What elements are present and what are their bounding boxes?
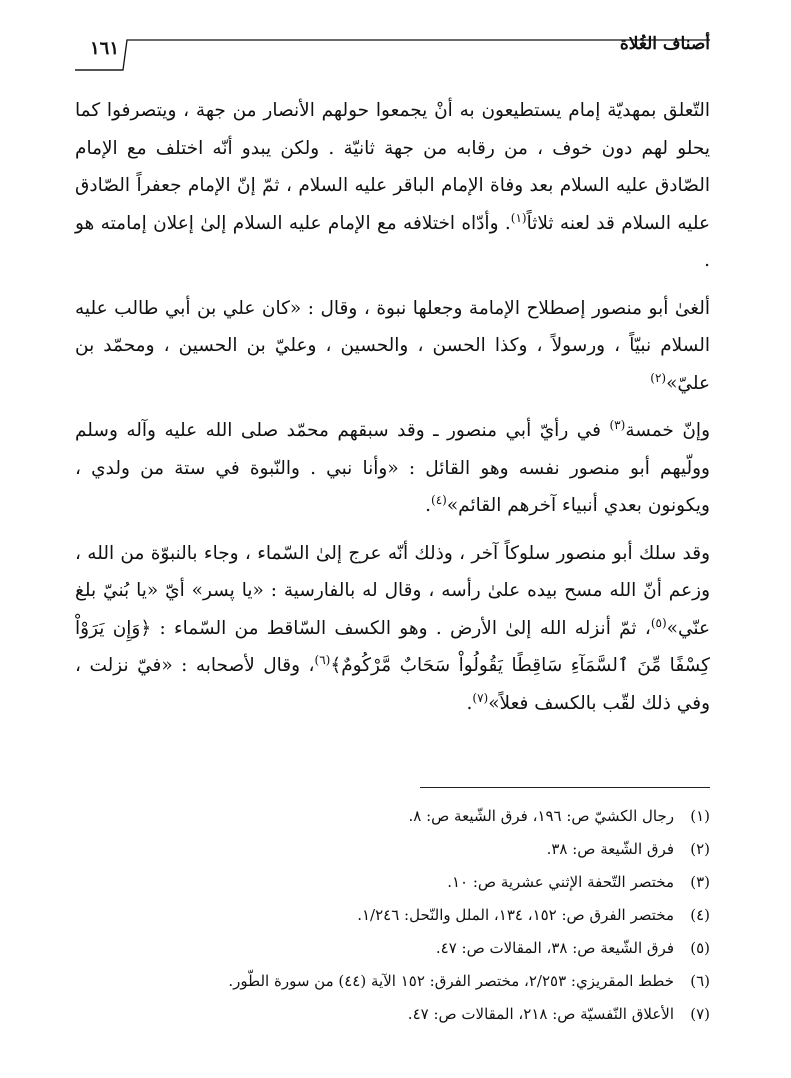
paragraph-3: [75, 412, 710, 525]
footnote: [75, 833, 710, 866]
footnote-ref: (٤): [431, 492, 447, 507]
main-text: [75, 92, 710, 732]
paragraph-text: .: [425, 495, 432, 516]
footnote-divider: [420, 787, 710, 788]
footnote-ref: (٥): [650, 615, 667, 630]
footnote-ref: (١): [510, 210, 527, 225]
footnotes: [75, 800, 710, 1031]
paragraph-text: ، وقال لأصحابه : «فيّ نزلت ، وفي ذلك لقّب بالكسف فعلاً»: [75, 655, 710, 714]
footnote-number: (٧): [690, 1005, 710, 1023]
paragraph-2: [75, 290, 710, 403]
footnote-text: مختصر الفرق ص: ١٥٢، ١٣٤، الملل والنّحل: ١/٢٤٦.: [357, 906, 674, 924]
paragraph-text: وقد سلك أبو منصور سلوكاً آخر ، وذلك أنّه عرج إلىٰ السّماء ، وجاء بالنبوّة من الله ، وزعم أنّ الله مسح بيده علىٰ رأسه ، وقال له بالفارسية : «يا پسر» أيّ «يا بُنيّ بلغ عنّي»: [75, 542, 710, 639]
paragraph-text: . وأدّاه اختلافه مع الإمام عليه السلام إلىٰ إعلان إمامته هو .: [75, 212, 710, 271]
footnote-number: (٦): [690, 972, 710, 990]
footnote-number: (٢): [690, 840, 710, 858]
footnote-text: مختصر التّحفة الإثني عشرية ص: ١٠.: [447, 873, 674, 891]
paragraph-text: وإنّ خمسة: [625, 420, 711, 441]
paragraph-text: ألغىٰ أبو منصور إصطلاح الإمامة وجعلها نبوة ، وقال : «كان علي بن أبي طالب عليه السلام نبيّاً ، ورسولاً ، وكذا الحسن ، والحسين ، وعليّ بن الحسين ، ومحمّد بن عليّ»: [75, 297, 710, 394]
paragraph-4: [75, 535, 710, 723]
footnote-ref: (٦): [314, 652, 331, 667]
footnote-ref: (٧): [472, 690, 489, 705]
footnote: [75, 866, 710, 899]
footnote-text: فرق الشّيعة ص: ٣٨، المقالات ص: ٤٧.: [435, 939, 674, 957]
header-rule: [75, 30, 710, 74]
footnote-ref: (٢): [650, 370, 667, 385]
footnote-text: خطط المقريزي: ٢/٢٥٣، مختصر الفرق: ١٥٢ الآية (٤٤) من سورة الطّور.: [228, 972, 674, 990]
paragraph-text: التّعلق بمهديّة إمام يستطيعون به أنْ يجمعوا حولهم الأنصار من جهة ، ويتصرفوا كما يحلو لهم دون خوف ، من رقابه من جهة ثانيّة . ولكن يبدو أنّه اختلف مع الإمام الصّادق عليه السلام بعد وفاة الإمام الباقر عليه السلام ، ثمّ إنّ الإمام جعفراً الصّادق عليه السلام قد لعنه ثلاثاً: [75, 100, 711, 234]
footnote: [75, 800, 710, 833]
paragraph-1: [75, 92, 710, 280]
footnote-number: (٤): [690, 906, 710, 924]
footnote: [75, 932, 710, 965]
paragraph-text: ، ثمّ أنزله الله إلىٰ الأرض . وهو الكسف السّاقط من السّماء : ﴿وَإِن يَرَوْاْ كِسْفًا مِّنَ ٱلسَّمَآءِ سَاقِطًا يَقُولُواْ سَحَابٌ مَّرْكُومٌ﴾: [75, 617, 710, 676]
footnote-ref: (٣): [609, 417, 626, 432]
footnote-text: فرق الشّيعة ص: ٣٨.: [546, 840, 674, 858]
running-header: [75, 30, 710, 74]
footnote-number: (١): [690, 807, 710, 825]
footnote-number: (٣): [690, 873, 710, 891]
book-section-title: أصناف الغُلاة: [619, 34, 710, 54]
footnote-number: (٥): [690, 939, 710, 957]
footnote-text: الأعلاق النّفسيّة ص: ٢١٨، المقالات ص: ٤٧.: [407, 1005, 674, 1023]
paragraph-text: .: [466, 692, 473, 714]
footnote: [75, 899, 710, 932]
footnote: [75, 998, 710, 1031]
page-number: ١٦١: [90, 38, 120, 59]
footnote-text: رجال الكشيّ ص: ١٩٦، فرق الشّيعة ص: ٨.: [408, 807, 674, 825]
footnote: [75, 965, 710, 998]
paragraph-text: في رأيّ أبي منصور ـ وقد سبقهم محمّد صلى الله عليه وآله وسلم وولّيهم أبو منصور نفسه وهو القائل : «وأنا نبي . والنّبوة في ستة من ولدي ، ويكونون بعدي أنبياء آخرهم القائم»: [75, 420, 710, 516]
